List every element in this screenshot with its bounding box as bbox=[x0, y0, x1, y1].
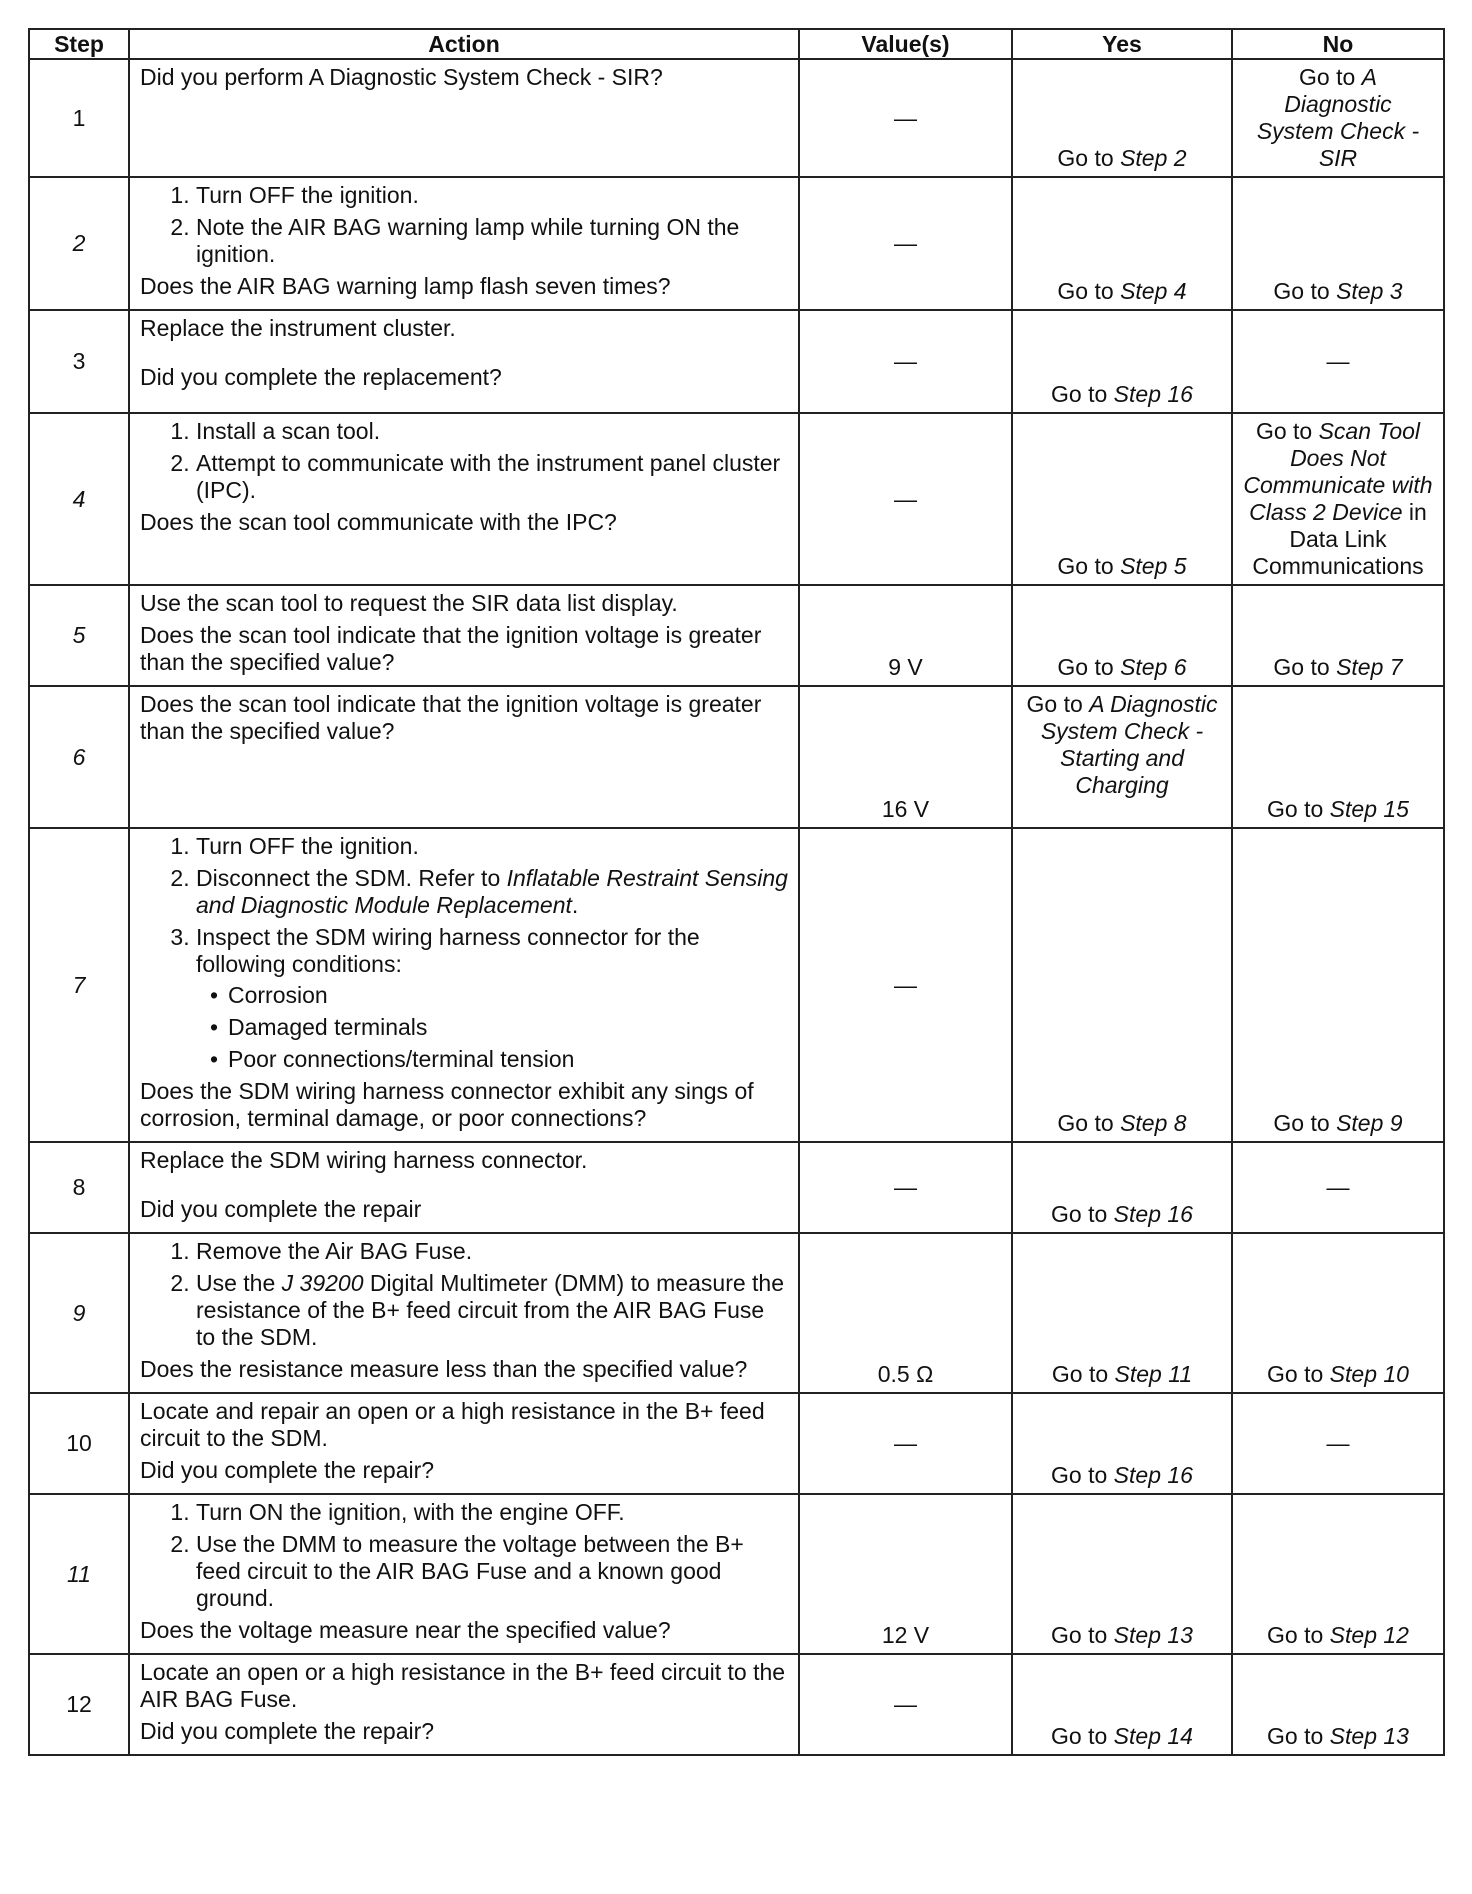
no-cell: — bbox=[1232, 1142, 1444, 1233]
value-cell: — bbox=[799, 828, 1012, 1142]
action-steps bbox=[140, 1499, 788, 1612]
yes-prefix: Go to bbox=[1057, 1110, 1121, 1136]
action-cell bbox=[129, 310, 799, 413]
no-target: Step 15 bbox=[1329, 796, 1409, 822]
header-action: Action bbox=[129, 29, 799, 59]
action-text: Use the scan tool to request the SIR data list display. bbox=[140, 590, 678, 616]
yes-prefix: Go to bbox=[1057, 278, 1121, 304]
no-prefix: Go to bbox=[1267, 1622, 1330, 1648]
table-row bbox=[29, 177, 1444, 310]
action-cell bbox=[129, 1233, 799, 1393]
no-prefix: Go to bbox=[1267, 1361, 1330, 1387]
action-text: Locate an open or a high resistance in the B+ feed circuit to the AIR BAG Fuse. bbox=[140, 1659, 786, 1712]
yes-target: Step 16 bbox=[1113, 381, 1193, 407]
action-cell bbox=[129, 1393, 799, 1494]
yes-target: Step 8 bbox=[1120, 1110, 1187, 1136]
action-step-text: Inspect the SDM wiring harness connector for the following conditions: bbox=[196, 924, 700, 977]
action-question: Does the resistance measure less than the specified value? bbox=[140, 1356, 748, 1382]
no-target: Step 13 bbox=[1329, 1723, 1409, 1749]
action-step bbox=[196, 865, 788, 919]
action-step: 1. Turn OFF the ignition. bbox=[196, 833, 788, 860]
no-cell: — bbox=[1232, 1393, 1444, 1494]
step-number: 4 bbox=[29, 413, 129, 585]
action-step: 2. Use the DMM to measure the voltage between the B+ feed circuit to the AIR BAG Fuse and a known good ground. bbox=[196, 1531, 788, 1612]
action-step-text: Use the bbox=[196, 1270, 282, 1296]
value-cell: 0.5 Ω bbox=[799, 1233, 1012, 1393]
action-step: 1. Turn ON the ignition, with the engine OFF. bbox=[196, 1499, 788, 1526]
no-prefix: Go to bbox=[1273, 654, 1337, 680]
action-question: Does the scan tool communicate with the IPC? bbox=[140, 509, 617, 535]
action-cell bbox=[129, 686, 799, 828]
action-cell bbox=[129, 1494, 799, 1654]
yes-cell bbox=[1012, 310, 1232, 413]
action-text: Locate and repair an open or a high resistance in the B+ feed circuit to the SDM. bbox=[140, 1398, 765, 1451]
header-values: Value(s) bbox=[799, 29, 1012, 59]
action-step-text: Disconnect the SDM. Refer to bbox=[196, 865, 507, 891]
condition-item: • Corrosion bbox=[228, 982, 788, 1009]
table-row bbox=[29, 1233, 1444, 1393]
yes-prefix: Go to bbox=[1057, 553, 1121, 579]
yes-prefix: Go to bbox=[1051, 381, 1114, 407]
action-cell bbox=[129, 59, 799, 177]
yes-prefix: Go to bbox=[1026, 691, 1090, 717]
header-step: Step bbox=[29, 29, 129, 59]
yes-cell bbox=[1012, 177, 1232, 310]
yes-target: Step 5 bbox=[1120, 553, 1187, 579]
value-cell: — bbox=[799, 1654, 1012, 1755]
action-question: Does the voltage measure near the specified value? bbox=[140, 1617, 671, 1643]
value-cell: 12 V bbox=[799, 1494, 1012, 1654]
action-steps bbox=[140, 1238, 788, 1351]
action-cell bbox=[129, 177, 799, 310]
condition-item: • Poor connections/terminal tension bbox=[228, 1046, 788, 1073]
no-prefix: Go to bbox=[1299, 64, 1362, 90]
table-row bbox=[29, 585, 1444, 686]
no-prefix: Go to bbox=[1267, 1723, 1330, 1749]
procedure-reference: Inflatable Restraint Sensing and Diagnostic Module Replacement bbox=[196, 865, 788, 918]
action-steps bbox=[140, 833, 788, 1073]
step-number: 6 bbox=[29, 686, 129, 828]
yes-target: Step 16 bbox=[1113, 1462, 1193, 1488]
no-cell bbox=[1232, 585, 1444, 686]
no-cell bbox=[1232, 1494, 1444, 1654]
value-cell: 16 V bbox=[799, 686, 1012, 828]
value-cell: — bbox=[799, 59, 1012, 177]
step-number: 3 bbox=[29, 310, 129, 413]
yes-prefix: Go to bbox=[1051, 1622, 1114, 1648]
action-question: Does the scan tool indicate that the ignition voltage is greater than the specified value? bbox=[140, 622, 762, 675]
yes-cell bbox=[1012, 585, 1232, 686]
action-cell bbox=[129, 413, 799, 585]
yes-cell bbox=[1012, 1654, 1232, 1755]
no-target: Scan Tool Does Not Communicate with Class 2 Device bbox=[1243, 418, 1433, 525]
yes-prefix: Go to bbox=[1051, 1361, 1115, 1387]
action-text: Replace the instrument cluster. bbox=[140, 315, 456, 341]
yes-target: A Diagnostic System Check - Starting and Charging bbox=[1040, 691, 1218, 798]
step-number: 11 bbox=[29, 1494, 129, 1654]
no-prefix: Go to bbox=[1273, 1110, 1337, 1136]
table-row bbox=[29, 1142, 1444, 1233]
action-step: 2. Note the AIR BAG warning lamp while turning ON the ignition. bbox=[196, 214, 788, 268]
no-cell bbox=[1232, 413, 1444, 585]
no-cell bbox=[1232, 1654, 1444, 1755]
value-cell: — bbox=[799, 1142, 1012, 1233]
action-question: Did you complete the repair bbox=[140, 1196, 422, 1222]
no-prefix: Go to bbox=[1273, 278, 1337, 304]
header-yes: Yes bbox=[1012, 29, 1232, 59]
yes-cell bbox=[1012, 828, 1232, 1142]
table-row bbox=[29, 828, 1444, 1142]
action-text: Does the scan tool indicate that the ignition voltage is greater than the specified value? bbox=[140, 691, 762, 744]
action-step: 1. Remove the Air BAG Fuse. bbox=[196, 1238, 788, 1265]
yes-cell bbox=[1012, 1142, 1232, 1233]
action-question: Did you complete the repair? bbox=[140, 1718, 435, 1744]
table-row bbox=[29, 686, 1444, 828]
diagnostic-table bbox=[28, 28, 1445, 1756]
action-step-text: Digital Multimeter (DMM) to measure the resistance of the B+ feed circuit from the AIR BAG Fuse to the SDM. bbox=[196, 1270, 785, 1350]
header-no: No bbox=[1232, 29, 1444, 59]
no-prefix: Go to bbox=[1267, 796, 1330, 822]
table-row bbox=[29, 413, 1444, 585]
action-step: 1. Install a scan tool. bbox=[196, 418, 788, 445]
yes-target: Step 11 bbox=[1114, 1361, 1193, 1387]
no-suffix: in Data Link Communications bbox=[1252, 499, 1427, 579]
yes-target: Step 2 bbox=[1120, 145, 1187, 171]
header-row bbox=[29, 29, 1444, 59]
no-cell bbox=[1232, 828, 1444, 1142]
action-cell bbox=[129, 585, 799, 686]
step-number: 9 bbox=[29, 1233, 129, 1393]
table-row bbox=[29, 1654, 1444, 1755]
step-number: 1 bbox=[29, 59, 129, 177]
no-prefix: Go to bbox=[1255, 418, 1319, 444]
value-cell: 9 V bbox=[799, 585, 1012, 686]
no-cell bbox=[1232, 59, 1444, 177]
yes-prefix: Go to bbox=[1057, 654, 1121, 680]
value-cell: — bbox=[799, 177, 1012, 310]
yes-target: Step 13 bbox=[1113, 1622, 1193, 1648]
value-cell: — bbox=[799, 1393, 1012, 1494]
yes-prefix: Go to bbox=[1051, 1462, 1114, 1488]
yes-cell bbox=[1012, 1393, 1232, 1494]
action-cell bbox=[129, 828, 799, 1142]
yes-prefix: Go to bbox=[1057, 145, 1121, 171]
action-cell bbox=[129, 1654, 799, 1755]
no-target: Step 12 bbox=[1329, 1622, 1409, 1648]
value-cell: — bbox=[799, 310, 1012, 413]
no-cell bbox=[1232, 1233, 1444, 1393]
no-target: Step 10 bbox=[1329, 1361, 1409, 1387]
step-number: 12 bbox=[29, 1654, 129, 1755]
table-row bbox=[29, 1393, 1444, 1494]
no-cell bbox=[1232, 177, 1444, 310]
yes-cell bbox=[1012, 413, 1232, 585]
condition-list bbox=[196, 982, 788, 1073]
action-steps bbox=[140, 418, 788, 504]
action-question: Does the AIR BAG warning lamp flash seven times? bbox=[140, 273, 671, 299]
table-row bbox=[29, 59, 1444, 177]
no-target: Step 9 bbox=[1336, 1110, 1403, 1136]
table-row bbox=[29, 310, 1444, 413]
no-cell: — bbox=[1232, 310, 1444, 413]
action-cell bbox=[129, 1142, 799, 1233]
condition-item: • Damaged terminals bbox=[228, 1014, 788, 1041]
step-number: 5 bbox=[29, 585, 129, 686]
yes-cell bbox=[1012, 686, 1232, 828]
value-cell: — bbox=[799, 413, 1012, 585]
action-text: Did you perform A Diagnostic System Check - SIR? bbox=[140, 64, 663, 90]
no-target: A Diagnostic System Check - SIR bbox=[1256, 64, 1420, 171]
action-question: Does the SDM wiring harness connector exhibit any sings of corrosion, terminal damage, or poor connections? bbox=[140, 1078, 754, 1131]
action-question: Did you complete the repair? bbox=[140, 1457, 435, 1483]
action-step: 1. Turn OFF the ignition. bbox=[196, 182, 788, 209]
yes-target: Step 14 bbox=[1113, 1723, 1193, 1749]
step-number: 10 bbox=[29, 1393, 129, 1494]
no-target: Step 7 bbox=[1336, 654, 1403, 680]
step-number: 8 bbox=[29, 1142, 129, 1233]
action-step: 2. Attempt to communicate with the instrument panel cluster (IPC). bbox=[196, 450, 788, 504]
action-step bbox=[196, 924, 788, 1073]
yes-prefix: Go to bbox=[1051, 1723, 1114, 1749]
yes-cell bbox=[1012, 1233, 1232, 1393]
step-number: 2 bbox=[29, 177, 129, 310]
yes-prefix: Go to bbox=[1051, 1201, 1114, 1227]
no-cell bbox=[1232, 686, 1444, 828]
tool-reference: J 39200 bbox=[281, 1270, 364, 1296]
step-number: 7 bbox=[29, 828, 129, 1142]
no-target: Step 3 bbox=[1336, 278, 1403, 304]
yes-target: Step 4 bbox=[1120, 278, 1187, 304]
action-step-text: . bbox=[571, 892, 579, 918]
yes-target: Step 6 bbox=[1120, 654, 1187, 680]
action-text: Replace the SDM wiring harness connector. bbox=[140, 1147, 588, 1173]
yes-cell bbox=[1012, 1494, 1232, 1654]
yes-target: Step 16 bbox=[1113, 1201, 1193, 1227]
table-row bbox=[29, 1494, 1444, 1654]
action-steps bbox=[140, 182, 788, 268]
action-question: Did you complete the replacement? bbox=[140, 364, 502, 390]
yes-cell bbox=[1012, 59, 1232, 177]
action-step bbox=[196, 1270, 788, 1351]
